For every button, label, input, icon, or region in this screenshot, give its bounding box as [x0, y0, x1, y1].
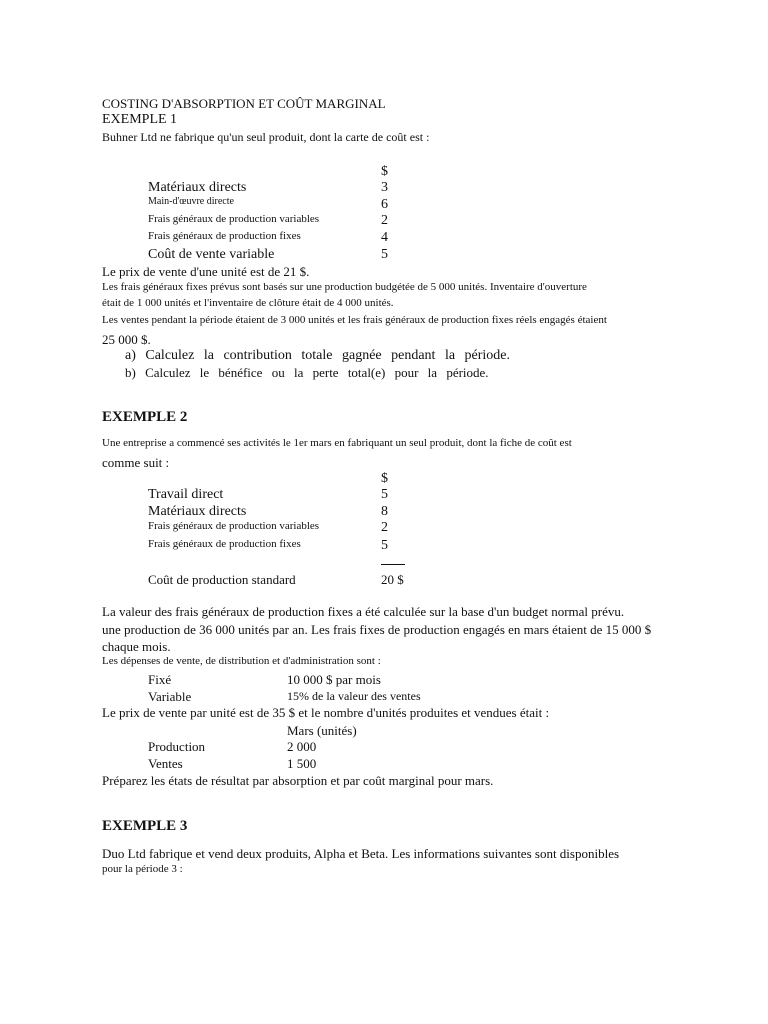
- ex2-column-header: Mars (unités): [287, 723, 357, 738]
- ex3-text-line: pour la période 3 :: [102, 863, 183, 875]
- example-2-heading: EXEMPLE 2: [102, 409, 188, 425]
- ex2-production-label: Production: [148, 739, 206, 754]
- ex1-item-label: Frais généraux de production variables: [148, 213, 320, 225]
- ex2-item-label: Frais généraux de production variables: [148, 520, 320, 532]
- ex1-question-b: b) Calculez le bénéfice ou la perte total(e) pour la période.: [125, 365, 489, 380]
- ex2-instruction: Préparez les états de résultat par absorption et par coût marginal pour mars.: [102, 773, 494, 788]
- ex2-intro-line: Une entreprise a commencé ses activités le 1er mars en fabriquant un seul produit, dont la fiche de coût est: [102, 437, 572, 449]
- ex1-text-line: 25 000 $.: [102, 332, 151, 347]
- ex2-sales-label: Ventes: [148, 756, 183, 771]
- ex1-item-label: Matériaux directs: [148, 180, 247, 195]
- ex2-price-line: Le prix de vente par unité est de 35 $ et le nombre d'unités produites et vendues était :: [102, 705, 550, 720]
- ex2-item-label: Frais généraux de production fixes: [148, 538, 301, 550]
- ex1-text-line: Le prix de vente d'une unité est de 21 $.: [102, 264, 310, 279]
- ex2-intro-line: comme suit :: [102, 455, 170, 470]
- document-title: COSTING D'ABSORPTION ET COÛT MARGINAL: [102, 96, 386, 111]
- ex2-currency-header: $: [381, 471, 388, 486]
- ex1-text-line: Les frais généraux fixes prévus sont basés sur une production budgétée de 5 000 unités. Inventaire d'ouverture: [102, 281, 587, 293]
- ex1-item-value: 5: [381, 247, 388, 262]
- ex1-currency-header: $: [381, 164, 388, 179]
- ex2-sales-value: 1 500: [287, 756, 317, 771]
- ex2-fixed-label: Fixé: [148, 672, 172, 687]
- example-3-heading: EXEMPLE 3: [102, 818, 188, 834]
- ex2-fixed-value: 10 000 $ par mois: [287, 672, 381, 687]
- ex2-total-value: 20 $: [381, 572, 404, 587]
- subtotal-rule: [381, 564, 405, 565]
- ex2-item-label: Travail direct: [148, 487, 224, 502]
- ex2-item-value: 8: [381, 504, 388, 519]
- example-1-intro: Buhner Ltd ne fabrique qu'un seul produit, dont la carte de coût est :: [102, 130, 430, 144]
- ex2-paragraph-line: une production de 36 000 unités par an. Les frais fixes de production engagés en mars étaient de 15 000 $: [102, 622, 652, 637]
- ex1-item-label: Main-d'œuvre directe: [148, 196, 234, 207]
- ex2-item-value: 5: [381, 538, 388, 553]
- ex2-paragraph-line: La valeur des frais généraux de production fixes a été calculée sur la base d'un budget normal prévu.: [102, 604, 625, 619]
- ex1-item-label: Frais généraux de production fixes: [148, 230, 301, 242]
- ex1-question-a: a) Calculez la contribution totale gagnée pendant la période.: [125, 348, 511, 363]
- ex1-item-value: 2: [381, 213, 388, 228]
- ex1-item-value: 6: [381, 197, 388, 212]
- ex2-total-label: Coût de production standard: [148, 572, 296, 587]
- ex1-text-line: était de 1 000 unités et l'inventaire de clôture était de 4 000 unités.: [102, 297, 394, 309]
- ex2-production-value: 2 000: [287, 739, 317, 754]
- ex2-variable-value: 15% de la valeur des ventes: [287, 689, 421, 703]
- ex1-item-value: 4: [381, 230, 388, 245]
- ex1-item-value: 3: [381, 180, 388, 195]
- ex1-item-label: Coût de vente variable: [148, 247, 275, 262]
- ex1-text-line: Les ventes pendant la période étaient de 3 000 unités et les frais généraux de production fixes réels engagés étaient: [102, 314, 607, 326]
- ex2-item-value: 5: [381, 487, 388, 502]
- ex2-paragraph-line: Les dépenses de vente, de distribution et d'administration sont :: [102, 655, 381, 667]
- ex2-item-value: 2: [381, 520, 388, 535]
- ex2-item-label: Matériaux directs: [148, 504, 247, 519]
- ex3-text-line: Duo Ltd fabrique et vend deux produits, Alpha et Beta. Les informations suivantes sont disponibles: [102, 846, 620, 861]
- example-1-heading: EXEMPLE 1: [102, 112, 178, 127]
- ex2-variable-label: Variable: [148, 689, 192, 704]
- ex2-paragraph-line: chaque mois.: [102, 639, 171, 654]
